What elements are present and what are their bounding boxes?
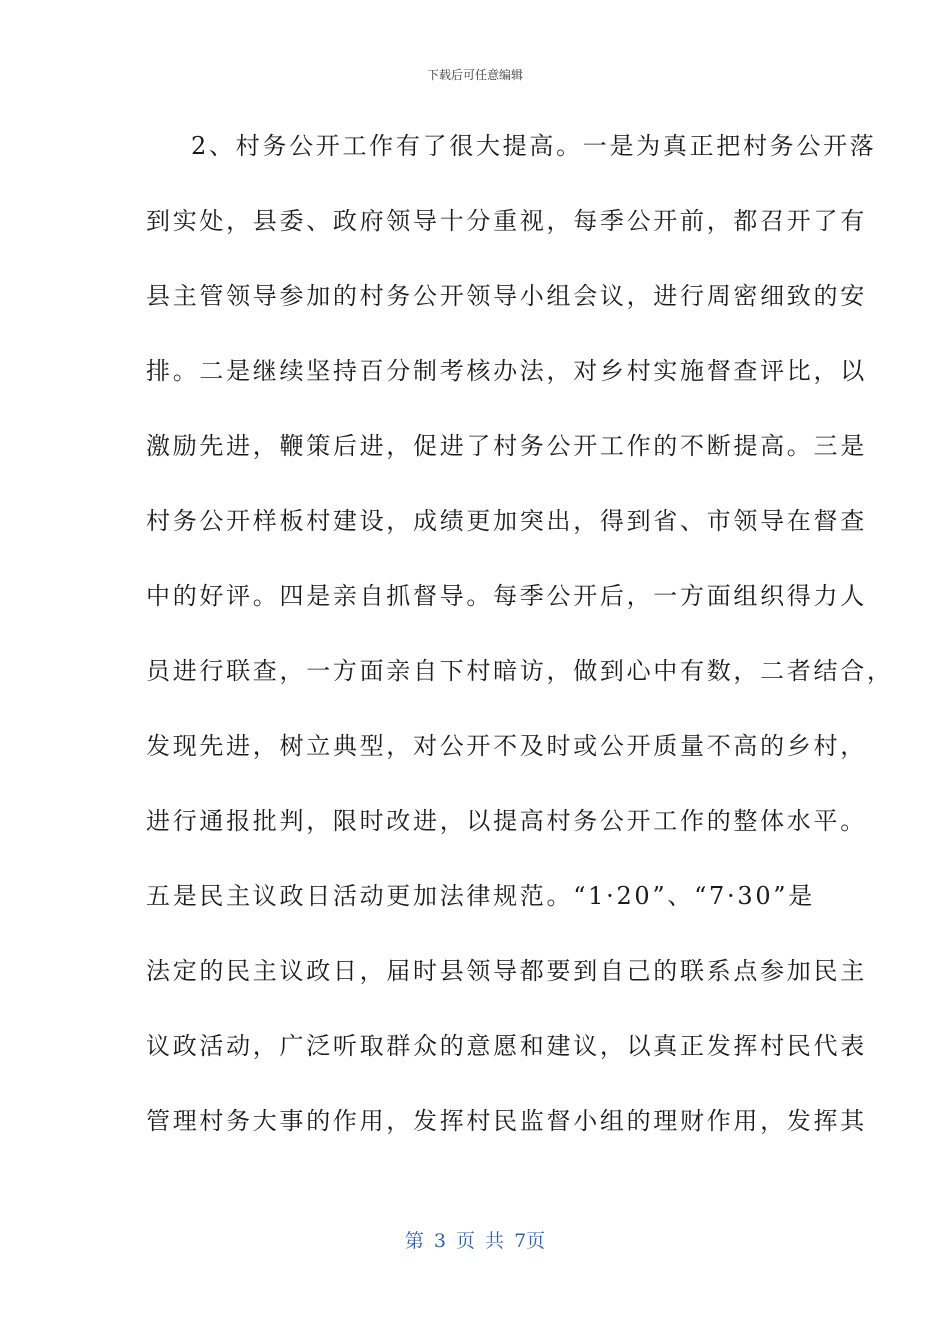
document-body bbox=[146, 126, 894, 1176]
paragraph-line: 法定的民主议政日，届时县领导都要到自己的联系点参加民主 bbox=[146, 957, 867, 985]
paragraph-line: 中的好评。四是亲自抓督导。每季公开后，一方面组织得力人 bbox=[146, 582, 867, 610]
page-number-footer: 第 3 页 共 7页 bbox=[404, 1230, 546, 1252]
page-header: 下载后可任意编辑 bbox=[426, 68, 523, 82]
paragraph-line: 排。二是继续坚持百分制考核办法，对乡村实施督查评比，以 bbox=[146, 357, 867, 385]
paragraph-line: 发现先进，树立典型，对公开不及时或公开质量不高的乡村， bbox=[146, 732, 867, 760]
paragraph-line: 村务公开样板村建设，成绩更加突出，得到省、市领导在督查 bbox=[146, 507, 867, 535]
paragraph-line: 员进行联查，一方面亲自下村暗访，做到心中有数，二者结合， bbox=[146, 657, 894, 685]
paragraph-line: 2、村务公开工作有了很大提高。一是为真正把村务公开落 bbox=[191, 132, 877, 160]
paragraph-line: 县主管领导参加的村务公开领导小组会议，进行周密细致的安 bbox=[146, 282, 867, 310]
paragraph-line: 议政活动，广泛听取群众的意愿和建议，以真正发挥村民代表 bbox=[146, 1032, 867, 1060]
paragraph-line: 进行通报批判，限时改进，以提高村务公开工作的整体水平。 bbox=[146, 807, 867, 835]
paragraph-line: 到实处，县委、政府领导十分重视，每季公开前，都召开了有 bbox=[146, 207, 867, 235]
paragraph-line: 管理村务大事的作用，发挥村民监督小组的理财作用，发挥其 bbox=[146, 1107, 867, 1135]
paragraph-line: 五是民主议政日活动更加法律规范。“1·20”、“7·30”是 bbox=[146, 882, 815, 910]
paragraph-line: 激励先进，鞭策后进，促进了村务公开工作的不断提高。三是 bbox=[146, 432, 867, 460]
